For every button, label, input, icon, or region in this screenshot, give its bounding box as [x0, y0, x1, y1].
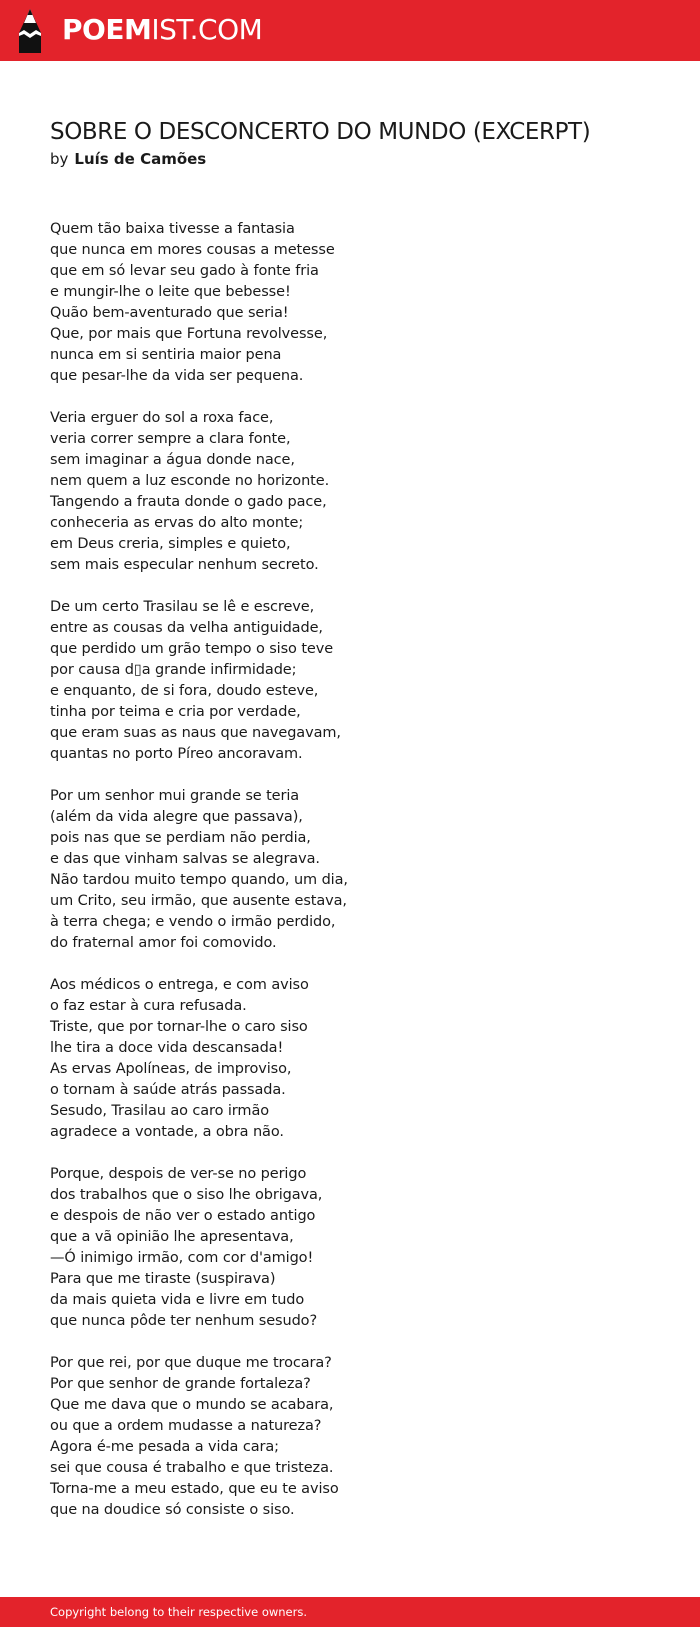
poem-line: e despois de não ver o estado antigo — [50, 1208, 316, 1224]
poem-line: Agora é-me pesada a vida cara; — [50, 1439, 279, 1455]
poem-line: Quem tão baixa tivesse a fantasia — [50, 221, 295, 237]
poem-stanza — [50, 408, 670, 576]
poem-line: tinha por teima e cria por verdade, — [50, 704, 301, 720]
poem-line: quantas no porto Píreo ancoravam. — [50, 746, 303, 762]
poem-line: Torna-me a meu estado, que eu te aviso — [50, 1481, 339, 1497]
poem-line: Triste, que por tornar-lhe o caro siso — [50, 1019, 308, 1035]
poem-line: Porque, despois de ver-se no perigo — [50, 1166, 307, 1182]
poem-line: pois nas que se perdiam não perdia, — [50, 830, 311, 846]
poem-line: que nunca em mores cousas a metesse — [50, 242, 335, 258]
poem-line: Aos médicos o entrega, e com aviso — [50, 977, 309, 993]
poem-line: à terra chega; e vendo o irmão perdido, — [50, 914, 336, 930]
poem-stanza — [50, 786, 670, 954]
poem-line: sem mais especular nenhum secreto. — [50, 557, 319, 573]
pencil-icon[interactable] — [17, 9, 43, 53]
poem-line: De um certo Trasilau se lê e escreve, — [50, 599, 315, 615]
poem-line: e das que vinham salvas se alegrava. — [50, 851, 320, 867]
site-header — [0, 0, 700, 61]
poem-stanza — [50, 1164, 670, 1332]
site-footer — [0, 1597, 700, 1627]
by-label: by — [50, 150, 69, 168]
poem-line: um Crito, seu irmão, que ausente estava, — [50, 893, 347, 909]
poem-line: que nunca pôde ter nenhum sesudo? — [50, 1313, 318, 1329]
author-name: Luís de Camões — [74, 150, 207, 168]
poem-stanza — [50, 597, 670, 765]
poem-line: da mais quieta vida e livre em tudo — [50, 1292, 305, 1308]
poem-line: Sesudo, Trasilau ao caro irmão — [50, 1103, 269, 1119]
poem-line: que pesar-lhe da vida ser pequena. — [50, 368, 304, 384]
poem-line: Não tardou muito tempo quando, um dia, — [50, 872, 348, 888]
poem-stanza — [50, 219, 670, 387]
poem-body — [50, 219, 670, 1542]
poem-line: nem quem a luz esconde no horizonte. — [50, 473, 330, 489]
poem-stanza — [50, 975, 670, 1143]
poem-line: em Deus creria, simples e quieto, — [50, 536, 291, 552]
poem-line: Veria erguer do sol a roxa face, — [50, 410, 274, 426]
poem-line: veria correr sempre a clara fonte, — [50, 431, 291, 447]
poem-line: dos trabalhos que o siso lhe obrigava, — [50, 1187, 323, 1203]
poem-line: o faz estar à cura refusada. — [50, 998, 247, 1014]
copyright-notice: Copyright belong to their respective owners. — [50, 1605, 308, 1619]
poem-line: e enquanto, de si fora, doudo esteve, — [50, 683, 319, 699]
poem-line: Tangendo a frauta donde o gado pace, — [50, 494, 327, 510]
poem-line: Por que rei, por que duque me trocara? — [50, 1355, 332, 1371]
site-logo[interactable] — [62, 11, 262, 49]
logo-bold-text: POEM — [62, 13, 152, 46]
byline — [50, 149, 206, 169]
poem-line: conheceria as ervas do alto monte; — [50, 515, 304, 531]
logo-light-text: IST.COM — [151, 13, 263, 46]
poem-line: Quão bem-aventurado que seria! — [50, 305, 289, 321]
poem-line: Que, por mais que Fortuna revolvesse, — [50, 326, 328, 342]
poem-line: que na doudice só consiste o siso. — [50, 1502, 295, 1518]
poem-line: por causa d▯a grande infirmidade; — [50, 662, 297, 678]
poem-line: que eram suas as naus que navegavam, — [50, 725, 341, 741]
poem-line: que perdido um grão tempo o siso teve — [50, 641, 334, 657]
poem-title: SOBRE O DESCONCERTO DO MUNDO (EXCERPT) — [50, 119, 591, 145]
poem-line: Que me dava que o mundo se acabara, — [50, 1397, 334, 1413]
poem-line: entre as cousas da velha antiguidade, — [50, 620, 323, 636]
poem-line: As ervas Apolíneas, de improviso, — [50, 1061, 292, 1077]
poem-line: e mungir-lhe o leite que bebesse! — [50, 284, 291, 300]
poem-line: sem imaginar a água donde nace, — [50, 452, 295, 468]
poem-line: agradece a vontade, a obra não. — [50, 1124, 284, 1140]
poem-line: que em só levar seu gado à fonte fria — [50, 263, 319, 279]
poem-line: nunca em si sentiria maior pena — [50, 347, 282, 363]
poem-line: lhe tira a doce vida descansada! — [50, 1040, 284, 1056]
poem-line: que a vã opinião lhe apresentava, — [50, 1229, 294, 1245]
poem-line: sei que cousa é trabalho e que tristeza. — [50, 1460, 334, 1476]
poem-line: do fraternal amor foi comovido. — [50, 935, 277, 951]
poem-line: o tornam à saúde atrás passada. — [50, 1082, 286, 1098]
poem-line: Para que me tiraste (suspirava) — [50, 1271, 276, 1287]
poem-line: (além da vida alegre que passava), — [50, 809, 303, 825]
poem-line: Por que senhor de grande fortaleza? — [50, 1376, 311, 1392]
poem-line: ou que a ordem mudasse a natureza? — [50, 1418, 322, 1434]
poem-line: Por um senhor mui grande se teria — [50, 788, 300, 804]
poem-stanza — [50, 1353, 670, 1521]
poem-line: —Ó inimigo irmão, com cor d'amigo! — [50, 1250, 314, 1266]
